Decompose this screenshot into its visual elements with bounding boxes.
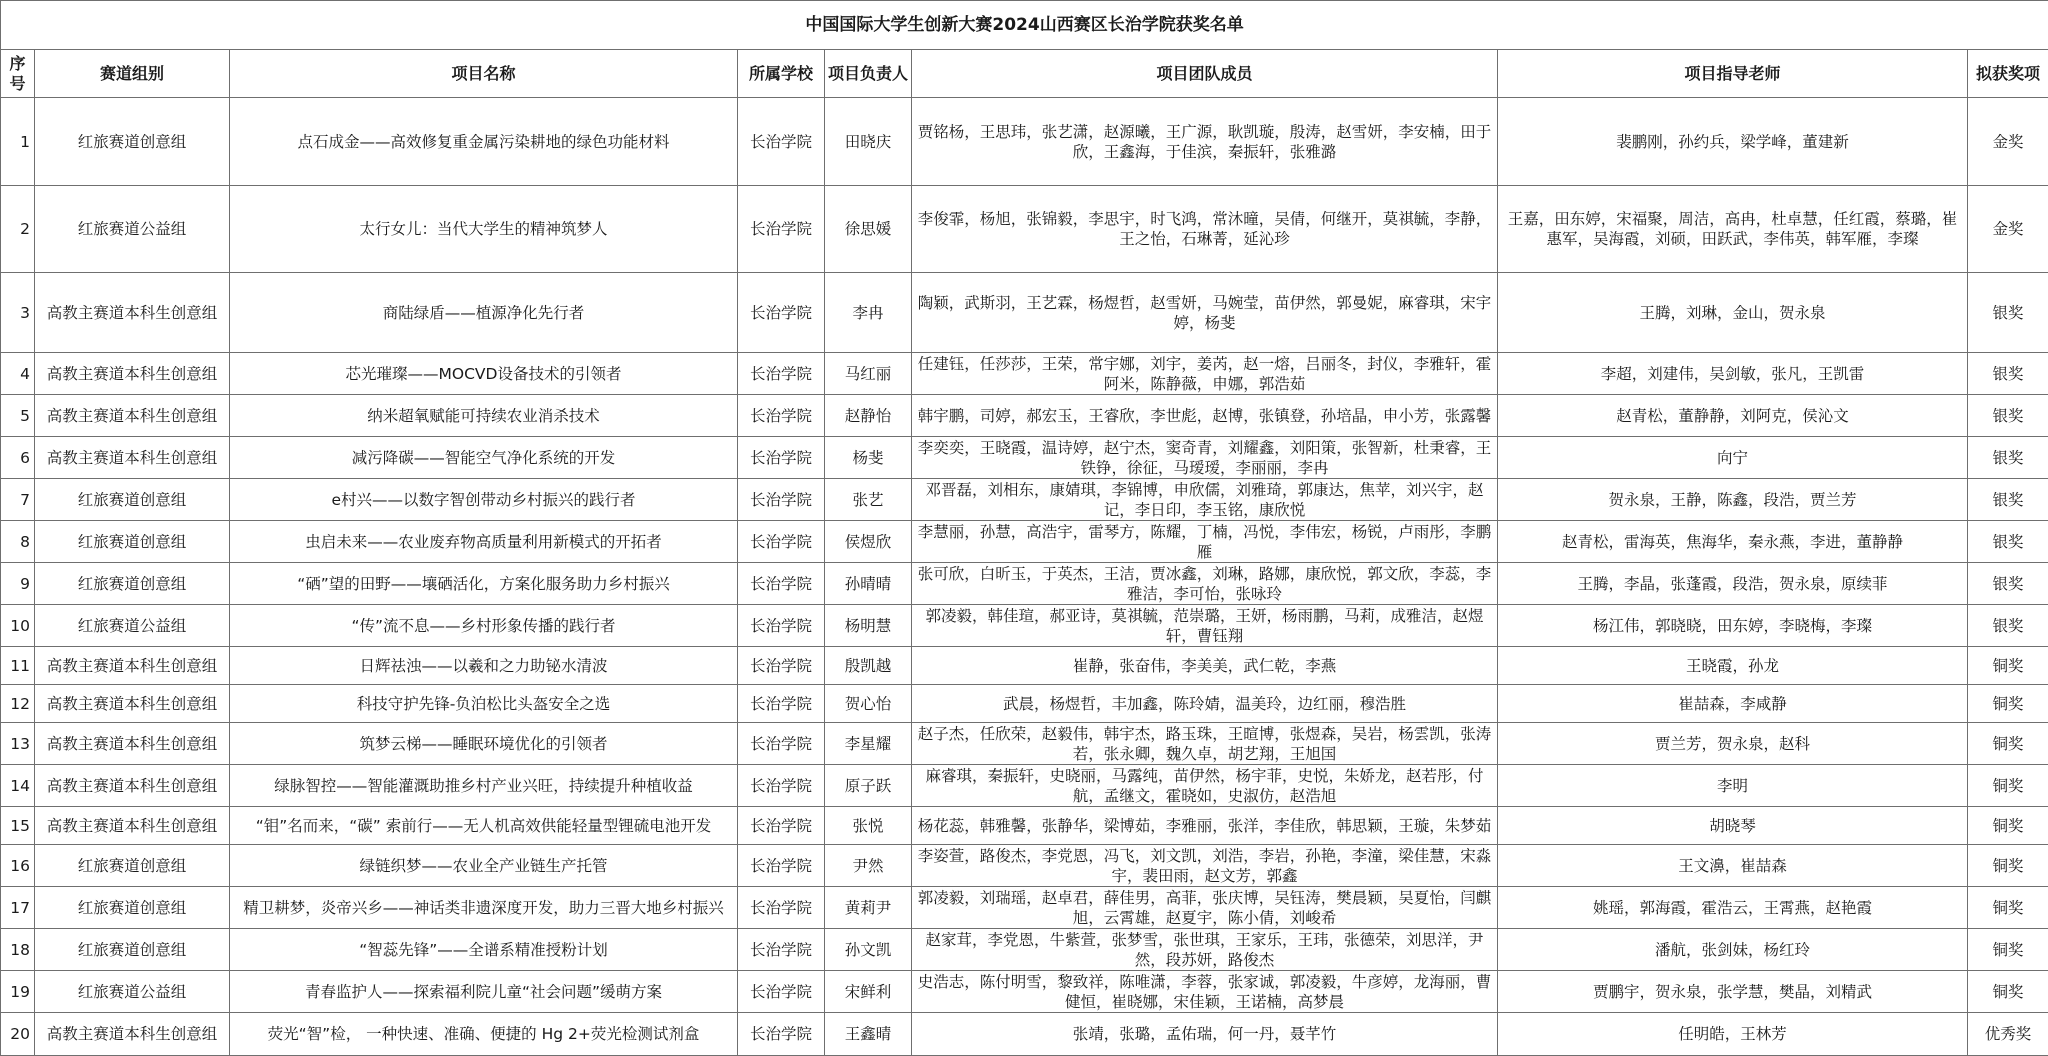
cell-leader: 马红丽 [825,353,912,395]
cell-track: 红旅赛道公益组 [35,605,230,647]
cell-award: 银奖 [1968,521,2048,563]
cell-index: 2 [1,186,35,273]
table-row [1,395,2048,437]
cell-award: 银奖 [1968,563,2048,605]
cell-advisors: 贾兰芳，贺永泉，赵科 [1498,723,1968,765]
cell-index: 12 [1,685,35,723]
cell-award: 铜奖 [1968,807,2048,845]
cell-track: 高教主赛道本科生创意组 [35,395,230,437]
cell-project: 精卫耕梦，炎帝兴乡——神话类非遗深度开发，助力三晋大地乡村振兴 [230,887,738,929]
cell-advisors: 胡晓琴 [1498,807,1968,845]
cell-members: 李姿萱，路俊杰，李党恩，冯飞，刘文凯，刘浩，李岩，孙艳，李潼，梁佳慧，宋淼宇，裴田雨，赵文芳，郭鑫 [912,845,1498,887]
cell-track: 红旅赛道创意组 [35,845,230,887]
cell-index: 10 [1,605,35,647]
cell-index: 8 [1,521,35,563]
cell-track: 高教主赛道本科生创意组 [35,647,230,685]
table-row [1,647,2048,685]
header-project: 项目名称 [230,50,738,98]
table-row [1,563,2048,605]
cell-index: 4 [1,353,35,395]
table-row [1,479,2048,521]
cell-track: 红旅赛道公益组 [35,186,230,273]
cell-leader: 殷凯越 [825,647,912,685]
cell-award: 金奖 [1968,186,2048,273]
table-row [1,1013,2048,1056]
title-row [1,1,2048,50]
cell-index: 11 [1,647,35,685]
cell-school: 长治学院 [738,605,825,647]
header-leader: 项目负责人 [825,50,912,98]
cell-school: 长治学院 [738,807,825,845]
cell-track: 高教主赛道本科生创意组 [35,685,230,723]
cell-advisors: 赵青松，董静静，刘阿克，侯沁文 [1498,395,1968,437]
cell-leader: 侯煜欣 [825,521,912,563]
cell-index: 15 [1,807,35,845]
cell-track: 高教主赛道本科生创意组 [35,353,230,395]
header-award: 拟获奖项 [1968,50,2048,98]
cell-leader: 杨斐 [825,437,912,479]
cell-members: 郭凌毅，韩佳瑄，郝亚诗，莫祺毓，范崇璐，王妍，杨雨鹏，马莉，成雅洁，赵煜轩，曹钰翔 [912,605,1498,647]
cell-project: 绿链织梦——农业全产业链生产托管 [230,845,738,887]
cell-members: 张靖，张璐，孟佑瑞，何一丹，聂芊竹 [912,1013,1498,1056]
cell-track: 红旅赛道创意组 [35,887,230,929]
cell-advisors: 赵青松，雷海英，焦海华，秦永燕，李进，董静静 [1498,521,1968,563]
cell-index: 9 [1,563,35,605]
cell-award: 银奖 [1968,605,2048,647]
cell-leader: 孙晴晴 [825,563,912,605]
cell-index: 16 [1,845,35,887]
cell-advisors: 贾鹏宇，贺永泉，张学慧，樊晶，刘精武 [1498,971,1968,1013]
table-row [1,807,2048,845]
cell-members: 李俊霏，杨旭，张锦毅，李思宇，时飞鸿，常沐曈，吴倩，何继开，莫祺毓，李静，王之怡，石琳菁，延沁珍 [912,186,1498,273]
cell-leader: 黄莉尹 [825,887,912,929]
cell-award: 铜奖 [1968,845,2048,887]
cell-track: 红旅赛道创意组 [35,479,230,521]
cell-leader: 贺心怡 [825,685,912,723]
table-row [1,723,2048,765]
cell-award: 金奖 [1968,98,2048,186]
cell-leader: 李星耀 [825,723,912,765]
cell-leader: 孙文凯 [825,929,912,971]
cell-track: 高教主赛道本科生创意组 [35,437,230,479]
table-row [1,437,2048,479]
cell-index: 20 [1,1013,35,1056]
cell-index: 5 [1,395,35,437]
cell-project: 减污降碳——智能空气净化系统的开发 [230,437,738,479]
cell-advisors: 贺永泉，王静，陈鑫，段浩，贾兰芳 [1498,479,1968,521]
cell-leader: 张艺 [825,479,912,521]
cell-index: 3 [1,273,35,353]
table-row [1,765,2048,807]
cell-advisors: 王腾，刘琳，金山，贺永泉 [1498,273,1968,353]
cell-school: 长治学院 [738,1013,825,1056]
cell-members: 崔静，张奋伟，李美美，武仁乾，李燕 [912,647,1498,685]
cell-members: 贾铭杨，王思玮，张艺潇，赵源曦，王广源，耿凯璇，殷涛，赵雪妍，李安楠，田于欣，王鑫海，于佳滨，秦振轩，张雅潞 [912,98,1498,186]
cell-advisors: 向宁 [1498,437,1968,479]
cell-school: 长治学院 [738,647,825,685]
cell-advisors: 杨江伟，郭晓晓，田东婷，李晓梅，李璨 [1498,605,1968,647]
cell-leader: 张悦 [825,807,912,845]
cell-leader: 赵静怡 [825,395,912,437]
cell-school: 长治学院 [738,929,825,971]
cell-project: 虫启未来——农业废弃物高质量利用新模式的开拓者 [230,521,738,563]
cell-index: 17 [1,887,35,929]
cell-track: 红旅赛道创意组 [35,563,230,605]
cell-award: 铜奖 [1968,971,2048,1013]
cell-members: 张可欣，白昕玉，于英杰，王洁，贾冰鑫，刘琳，路娜，康欣悦，郭文欣，李蕊，李雅洁，李可怡，张咏玲 [912,563,1498,605]
cell-advisors: 潘航，张剑妹，杨红玲 [1498,929,1968,971]
table-row [1,353,2048,395]
cell-project: 绿脉智控——智能灌溉助推乡村产业兴旺，持续提升种植收益 [230,765,738,807]
cell-leader: 原子跃 [825,765,912,807]
cell-track: 高教主赛道本科生创意组 [35,1013,230,1056]
cell-project: 商陆绿盾——植源净化先行者 [230,273,738,353]
cell-track: 高教主赛道本科生创意组 [35,723,230,765]
cell-project: 纳米超氧赋能可持续农业消杀技术 [230,395,738,437]
cell-track: 红旅赛道公益组 [35,971,230,1013]
header-advisors: 项目指导老师 [1498,50,1968,98]
cell-index: 18 [1,929,35,971]
cell-project: 科技守护先锋-负泊松比头盔安全之选 [230,685,738,723]
cell-track: 红旅赛道创意组 [35,98,230,186]
cell-award: 铜奖 [1968,685,2048,723]
cell-award: 铜奖 [1968,723,2048,765]
header-index: 序号 [1,50,35,98]
cell-school: 长治学院 [738,971,825,1013]
cell-project: 荧光“智”检， 一种快速、准确、便捷的 Hg 2+荧光检测试剂盒 [230,1013,738,1056]
cell-school: 长治学院 [738,437,825,479]
cell-award: 优秀奖 [1968,1013,2048,1056]
cell-school: 长治学院 [738,563,825,605]
cell-members: 邓晋磊，刘相东，康婧琪，李锦博，申欣儒，刘雅琦，郭康达，焦苹，刘兴宇，赵记，李日印，李玉铭，康欣悦 [912,479,1498,521]
sheet-title: 中国国际大学生创新大赛2024山西赛区长治学院获奖名单 [1,1,2048,50]
cell-index: 13 [1,723,35,765]
cell-advisors: 王文濞，崔喆森 [1498,845,1968,887]
cell-leader: 尹然 [825,845,912,887]
cell-school: 长治学院 [738,98,825,186]
table-row [1,971,2048,1013]
cell-advisors: 崔喆森，李咸静 [1498,685,1968,723]
cell-project: “传”流不息——乡村形象传播的践行者 [230,605,738,647]
cell-members: 韩宇鹏，司婷，郝宏玉，王睿欣，李世彪，赵博，张镇登，孙培晶，申小芳，张露馨 [912,395,1498,437]
header-track: 赛道组别 [35,50,230,98]
cell-leader: 王鑫晴 [825,1013,912,1056]
cell-award: 铜奖 [1968,647,2048,685]
cell-track: 高教主赛道本科生创意组 [35,273,230,353]
cell-members: 李奕奕，王晓霞，温诗婷，赵宁杰，窦奇青，刘耀鑫，刘阳策，张智新，杜秉睿，王铁铮，徐征，马瑷瑷，李丽丽，李冉 [912,437,1498,479]
cell-track: 红旅赛道创意组 [35,929,230,971]
cell-award: 铜奖 [1968,765,2048,807]
cell-leader: 杨明慧 [825,605,912,647]
cell-track: 高教主赛道本科生创意组 [35,765,230,807]
cell-members: 杨花蕊，韩雅馨，张静华，梁博茹，李雅丽，张洋，李佳欣，韩思颖，王璇，朱梦茹 [912,807,1498,845]
cell-advisors: 王晓霞，孙龙 [1498,647,1968,685]
cell-index: 1 [1,98,35,186]
cell-leader: 宋鲜利 [825,971,912,1013]
table-row [1,605,2048,647]
table-row [1,845,2048,887]
header-members: 项目团队成员 [912,50,1498,98]
cell-award: 银奖 [1968,479,2048,521]
cell-members: 赵家茸，李党恩，牛紫萱，张梦雪，张世琪，王家乐，王玮，张德荣，刘思洋，尹然，段苏妍，路俊杰 [912,929,1498,971]
table-row [1,887,2048,929]
cell-advisors: 王嘉，田东婷，宋福聚，周洁，高冉，杜卓慧，任红霞，蔡璐，崔惠军，吴海霞，刘硕，田跃武，李伟英，韩军雁，李璨 [1498,186,1968,273]
cell-school: 长治学院 [738,887,825,929]
cell-project: 青春监护人——探索福利院儿童“社会问题”缓萌方案 [230,971,738,1013]
cell-members: 李慧丽，孙慧，高浩宇，雷琴方，陈耀，丁楠，冯悦，李伟宏，杨锐，卢雨彤，李鹏雁 [912,521,1498,563]
cell-project: e村兴——以数字智创带动乡村振兴的践行者 [230,479,738,521]
table-row [1,685,2048,723]
cell-members: 陶颖，武斯羽，王艺霖，杨煜哲，赵雪妍，马婉莹，苗伊然，郭曼妮，麻睿琪，宋宇婷，杨斐 [912,273,1498,353]
cell-school: 长治学院 [738,685,825,723]
cell-leader: 徐思媛 [825,186,912,273]
cell-school: 长治学院 [738,765,825,807]
cell-index: 14 [1,765,35,807]
cell-index: 7 [1,479,35,521]
cell-award: 银奖 [1968,353,2048,395]
cell-project: 日辉祛浊——以羲和之力助铋水清波 [230,647,738,685]
table-row [1,521,2048,563]
cell-school: 长治学院 [738,395,825,437]
cell-advisors: 裴鹏刚，孙约兵，梁学峰，董建新 [1498,98,1968,186]
cell-members: 武晨，杨煜哲，丰加鑫，陈玲婧，温美玲，边红丽，穆浩胜 [912,685,1498,723]
cell-members: 郭凌毅，刘瑞瑶，赵卓君，薛佳男，高菲，张庆博，吴钰涛，樊晨颖，吴夏怡，闫麒旭，云霄雄，赵夏宇，陈小倩，刘峻希 [912,887,1498,929]
cell-members: 麻睿琪，秦振轩，史晓丽，马露纯，苗伊然，杨宇菲，史悦，朱娇龙，赵若彤，付航，孟继文，霍晓如，史淑仿，赵浩旭 [912,765,1498,807]
header-school: 所属学校 [738,50,825,98]
cell-project: “智蕊先锋”——全谱系精准授粉计划 [230,929,738,971]
cell-track: 红旅赛道创意组 [35,521,230,563]
cell-project: 芯光璀璨——MOCVD设备技术的引领者 [230,353,738,395]
cell-advisors: 王腾，李晶，张蓬霞，段浩，贺永泉，原续菲 [1498,563,1968,605]
cell-school: 长治学院 [738,521,825,563]
table-row [1,273,2048,353]
cell-school: 长治学院 [738,353,825,395]
cell-award: 铜奖 [1968,887,2048,929]
cell-school: 长治学院 [738,723,825,765]
cell-index: 19 [1,971,35,1013]
cell-members: 史浩志，陈付明雪，黎致祥，陈唯潇，李蓉，张家诚，郭凌毅，牛彦婷，龙海丽，曹健恒，崔晓娜，宋佳颖，王诺楠，高梦晨 [912,971,1498,1013]
cell-project: “硒”望的田野——壤硒活化，方案化服务助力乡村振兴 [230,563,738,605]
cell-award: 银奖 [1968,395,2048,437]
cell-leader: 李冉 [825,273,912,353]
cell-project: 点石成金——高效修复重金属污染耕地的绿色功能材料 [230,98,738,186]
cell-track: 高教主赛道本科生创意组 [35,807,230,845]
cell-school: 长治学院 [738,273,825,353]
cell-project: 筑梦云梯——睡眠环境优化的引领者 [230,723,738,765]
cell-school: 长治学院 [738,186,825,273]
cell-advisors: 任明皓，王林芳 [1498,1013,1968,1056]
cell-project: “钼”名而来，“碳” 索前行——无人机高效供能轻量型锂硫电池开发 [230,807,738,845]
cell-award: 银奖 [1968,273,2048,353]
cell-project: 太行女儿：当代大学生的精神筑梦人 [230,186,738,273]
table-row [1,929,2048,971]
table-row [1,186,2048,273]
cell-award: 铜奖 [1968,929,2048,971]
cell-school: 长治学院 [738,845,825,887]
cell-leader: 田晓庆 [825,98,912,186]
cell-advisors: 李超，刘建伟，吴剑敏，张凡，王凯雷 [1498,353,1968,395]
cell-members: 任建钰，任莎莎，王荣，常宇娜，刘宇，姜芮，赵一熔，吕丽冬，封仪，李雅轩，霍阿米，陈静薇，申娜，郭浩茹 [912,353,1498,395]
cell-award: 银奖 [1968,437,2048,479]
cell-index: 6 [1,437,35,479]
cell-school: 长治学院 [738,479,825,521]
table-row [1,98,2048,186]
cell-members: 赵子杰，任欣荣，赵毅伟，韩宇杰，路玉珠，王暄博，张煜森，吴岩，杨雲凯，张涛若，张永卿，魏久卓，胡艺翔，王旭国 [912,723,1498,765]
cell-advisors: 姚瑶，郭海霞，霍浩云，王霄燕，赵艳霞 [1498,887,1968,929]
cell-advisors: 李明 [1498,765,1968,807]
header-row [1,50,2048,98]
